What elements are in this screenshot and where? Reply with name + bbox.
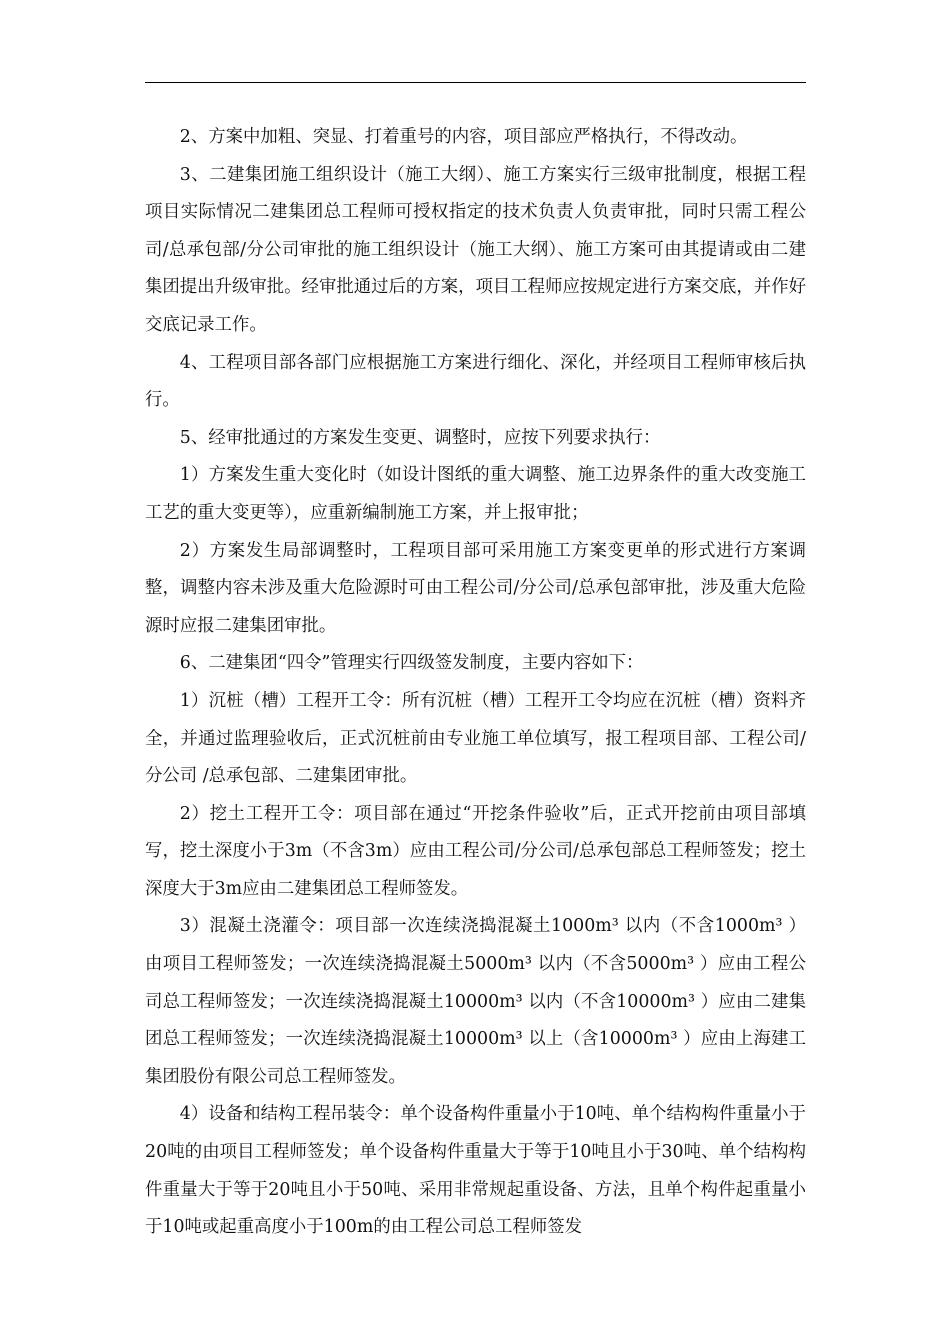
paragraph-5-item-1: 1）方案发生重大变化时（如设计图纸的重大调整、施工边界条件的重大改变施工工艺的重大变更等），应重新编制施工方案，并上报审批； (145, 465, 806, 523)
paragraph-4: 4、工程项目部各部门应根据施工方案进行细化、深化，并经项目工程师审核后执行。 (145, 352, 806, 411)
paragraph-3: 3、二建集团施工组织设计（施工大纲）、施工方案实行三级审批制度，根据工程项目实际情况二建集团总工程师可授权指定的技术负责人负责审批，同时只需工程公司/总承包部/分公司审批的施工组织设计（施工大纲）、施工方案可由其提请或由二建集团提出升级审批。经审批通过后的方案，项目工程师应按规定进行方案交底，并作好交底记录工作。 (145, 164, 806, 335)
header-rule (145, 82, 806, 83)
paragraph-6-item-1: 1）沉桩（槽）工程开工令：所有沉桩（槽）工程开工令均应在沉桩（槽）资料齐全，并通过监理验收后，正式沉桩前由专业施工单位填写，报工程项目部、工程公司/分公司 /总承包部、二建集团审批。 (145, 690, 806, 787)
paragraph-5: 5、经审批通过的方案发生变更、调整时，应按下列要求执行： (179, 427, 661, 448)
paragraph-2: 2、方案中加粗、突显、打着重号的内容，项目部应严格执行，不得改动。 (179, 127, 748, 147)
document-body (145, 119, 806, 1247)
paragraph-6-item-4: 4）设备和结构工程吊装令：单个设备构件重量小于10吨、单个结构构件重量小于20吨的由项目工程师签发；单个设备构件重量大于等于10吨且小于30吨、单个结构构件重量大于等于20吨且小于50吨、采用非常规起重设备、方法，且单个构件起重量小于10吨或起重高度小于100m的由工程公司总工程师签发 (145, 1104, 806, 1238)
paragraph-6-item-3: 3）混凝土浇灌令：项目部一次连续浇捣混凝土1000m³ 以内（不含1000m³ ）由项目工程师签发；一次连续浇捣混凝土5000m³ 以内（不含5000m³ ）应由工程公司总工程师签发；一次连续浇捣混凝土10000m³ 以内（不含10000m³ ）应由二建集团总工程师签发；一次连续浇捣混凝土10000m³ 以上（含10000m³ ）应由上海建工集团股份有限公司总工程师签发。 (145, 916, 806, 1087)
paragraph-5-item-2: 2）方案发生局部调整时，工程项目部可采用施工方案变更单的形式进行方案调整，调整内容未涉及重大危险源时可由工程公司/分公司/总承包部审批，涉及重大危险源时应报二建集团审批。 (145, 540, 806, 636)
paragraph-6-item-2: 2）挖土工程开工令：项目部在通过“开挖条件验收”后，正式开挖前由项目部填写，挖土深度小于3m（不含3m）应由工程公司/分公司/总承包部总工程师签发；挖土深度大于3m应由二建集团总工程师签发。 (145, 803, 806, 899)
paragraph-6: 6、二建集团“四令”管理实行四级签发制度，主要内容如下： (179, 653, 644, 674)
